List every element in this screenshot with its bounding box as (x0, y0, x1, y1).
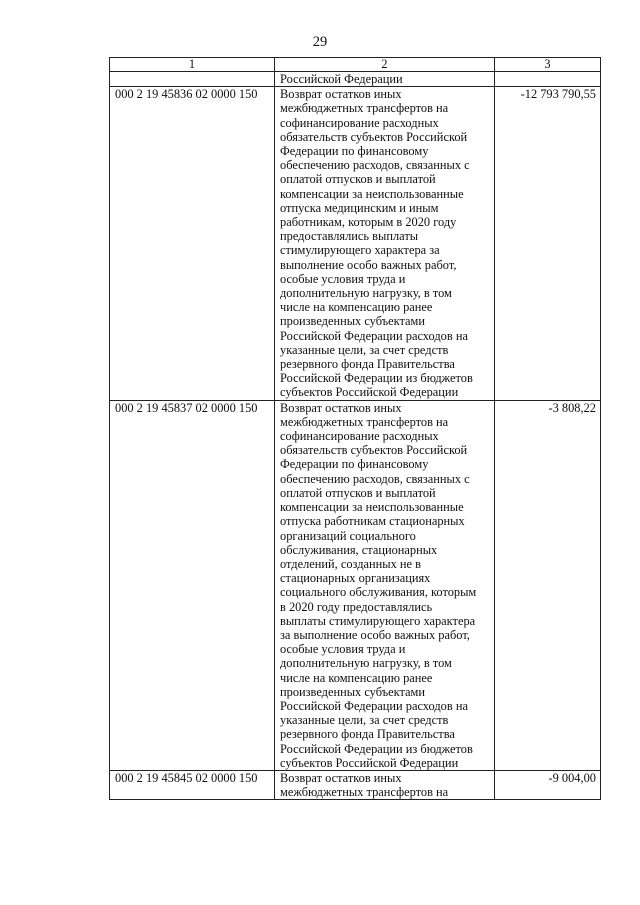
budget-code-cell: 000 2 19 45837 02 0000 150 (110, 400, 275, 770)
description-line: числе на компенсацию ранее (280, 670, 433, 685)
description-line: указанные цели, за счет средств (280, 713, 449, 728)
amount-cell (495, 72, 601, 87)
description-line: работникам, которым в 2020 году (280, 215, 457, 230)
description-line: дополнительную нагрузку, в том (280, 656, 452, 671)
description-line: Российской Федерации (280, 72, 403, 86)
description-line: организаций социального (280, 528, 416, 543)
column-header-2: 2 (275, 58, 495, 72)
description-line: произведенных субъектами (280, 684, 426, 699)
description-line: межбюджетных трансфертов на (280, 414, 449, 429)
table-body (110, 58, 601, 800)
table-row (110, 72, 601, 87)
description-line: Возврат остатков иных (280, 770, 402, 785)
description-line: оплатой отпусков и выплатой (280, 485, 436, 500)
amount-cell: -9 004,00 (495, 770, 601, 799)
description-line: обеспечению расходов, связанных с (280, 471, 470, 486)
budget-code-cell: 000 2 19 45845 02 0000 150 (110, 770, 275, 799)
description-line: резервного фонда Правительства (280, 357, 455, 372)
description-line: Федерации по финансовому (280, 144, 429, 159)
description-cell (275, 770, 495, 799)
column-header-row (110, 58, 601, 72)
description-line: оплатой отпусков и выплатой (280, 172, 436, 187)
description-line: в 2020 году предоставлялись (280, 599, 433, 614)
table-row (110, 770, 601, 799)
description-line: компенсации за неиспользованные (280, 500, 464, 515)
description-line: выполнение особо важных работ, (280, 257, 457, 272)
budget-code-cell: 000 2 19 45836 02 0000 150 (110, 87, 275, 400)
description-line: Российской Федерации расходов на (280, 328, 468, 343)
page-number: 29 (312, 34, 328, 50)
budget-code-cell (110, 72, 275, 87)
description-line: числе на компенсацию ранее (280, 300, 433, 315)
description-line: за выполнение особо важных работ, (280, 627, 470, 642)
description-line: обслуживания, стационарных (280, 542, 438, 557)
description-line: дополнительную нагрузку, в том (280, 286, 452, 301)
description-line: межбюджетных трансфертов на (280, 785, 449, 800)
description-line: обязательств субъектов Российской (280, 443, 468, 458)
description-line: Возврат остатков иных (280, 87, 402, 102)
description-line: Российской Федерации из бюджетов (280, 741, 473, 756)
column-header-1: 1 (110, 58, 275, 72)
description-line: отделений, созданных не в (280, 556, 421, 571)
description-line: софинансирование расходных (280, 429, 439, 444)
description-line: Федерации по финансовому (280, 457, 429, 472)
description-line: предоставлялись выплаты (280, 229, 419, 244)
description-line: Российской Федерации расходов на (280, 698, 468, 713)
description-line: выплаты стимулирующего характера (280, 613, 476, 628)
description-line: компенсации за неиспользованные (280, 186, 464, 201)
column-header-3: 3 (495, 58, 601, 72)
description-line: указанные цели, за счет средств (280, 342, 449, 357)
description-line: Возврат остатков иных (280, 400, 402, 415)
description-line: межбюджетных трансфертов на (280, 101, 449, 116)
description-line: обеспечению расходов, связанных с (280, 158, 470, 173)
description-line: особые условия труда и (280, 642, 406, 657)
table-row (110, 400, 601, 770)
table-row (110, 87, 601, 400)
description-line: произведенных субъектами (280, 314, 426, 329)
description-cell (275, 87, 495, 400)
description-cell (275, 400, 495, 770)
amount-cell: -12 793 790,55 (495, 87, 601, 400)
budget-table (109, 57, 601, 800)
description-line: отпуска работникам стационарных (280, 514, 465, 529)
description-line: обязательств субъектов Российской (280, 129, 468, 144)
amount-cell: -3 808,22 (495, 400, 601, 770)
description-line: субъектов Российской Федерации (280, 755, 459, 770)
description-cell (275, 72, 495, 87)
description-line: социального обслуживания, которым (280, 585, 477, 600)
description-line: Российской Федерации из бюджетов (280, 371, 473, 386)
description-line: стационарных организациях (280, 571, 431, 586)
description-line: субъектов Российской Федерации (280, 385, 459, 400)
description-line: стимулирующего характера за (280, 243, 440, 258)
description-line: софинансирование расходных (280, 115, 439, 130)
description-line: отпуска медицинским и иным (280, 200, 439, 215)
description-line: особые условия труда и (280, 271, 406, 286)
description-line: резервного фонда Правительства (280, 727, 455, 742)
